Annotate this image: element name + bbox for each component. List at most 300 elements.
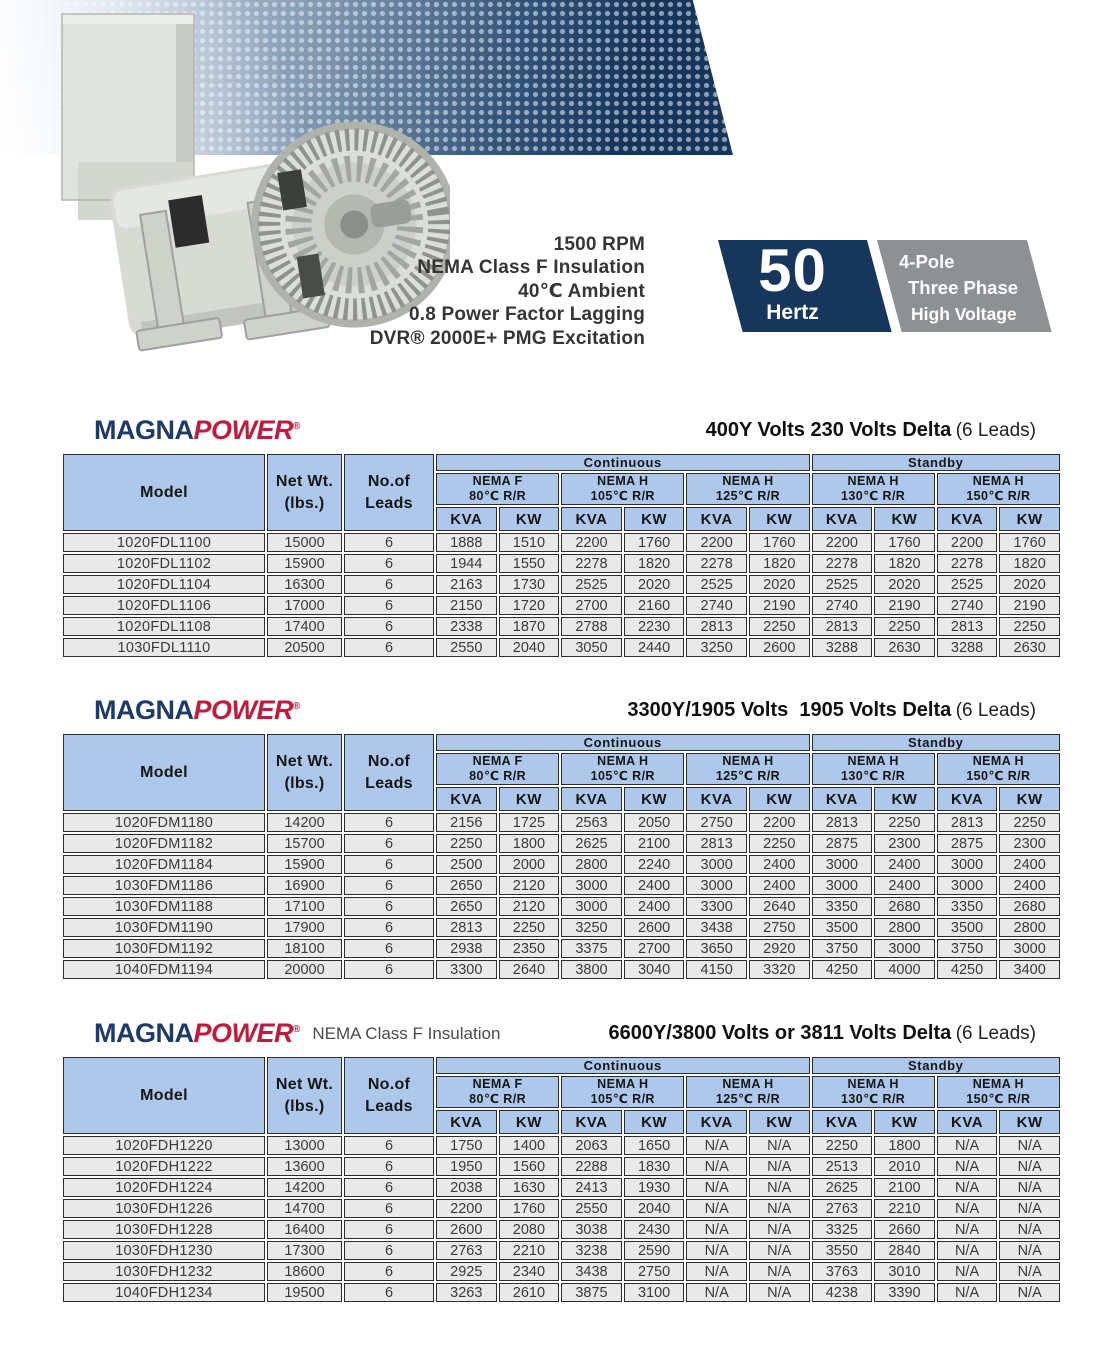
cell-rating: 4250: [937, 960, 998, 979]
tables-section: [0, 412, 1046, 1304]
pole-badge-line: Three Phase: [908, 277, 1019, 298]
cell-rating: N/A: [686, 1241, 747, 1260]
cell-net-weight: 13000: [267, 1136, 342, 1155]
spec-table-6600y: [61, 1055, 1062, 1304]
cell-rating: 3800: [561, 960, 622, 979]
cell-rating: 2080: [499, 1220, 560, 1239]
cell-rating: 2840: [874, 1241, 935, 1260]
cell-net-weight: 16400: [267, 1220, 342, 1239]
cell-rating: 2120: [499, 897, 560, 916]
cell-model: 1020FDL1108: [63, 617, 265, 636]
cell-rating: 3263: [436, 1283, 497, 1302]
cell-rating: 2400: [874, 876, 935, 895]
cell-net-weight: 17000: [267, 596, 342, 615]
cell-rating: 2190: [999, 596, 1060, 615]
spec-table-400y: [61, 452, 1062, 659]
table-row: [63, 939, 1060, 958]
cell-rating: 2278: [686, 554, 747, 573]
col-header-net-weight: Net Wt. (lbs.): [267, 734, 342, 811]
cell-net-weight: 16300: [267, 575, 342, 594]
col-header-model: Model: [63, 454, 265, 531]
cell-model: 1020FDM1180: [63, 813, 265, 832]
cell-rating: 1944: [436, 554, 497, 573]
cell-rating: 2920: [749, 939, 810, 958]
table-row: [63, 638, 1060, 657]
cell-net-weight: 16900: [267, 876, 342, 895]
col-header-kw: KW: [999, 1110, 1060, 1134]
cell-rating: 2338: [436, 617, 497, 636]
cell-leads: 6: [344, 1157, 434, 1176]
cell-model: 1030FDM1192: [63, 939, 265, 958]
cell-rating: N/A: [937, 1178, 998, 1197]
col-header-kva: KVA: [436, 787, 497, 811]
cell-rating: 3325: [812, 1220, 873, 1239]
cell-rating: 2300: [999, 834, 1060, 853]
logo-magna: MAGNA: [94, 1018, 194, 1048]
hertz-badge: [718, 237, 892, 332]
col-header-nema: NEMA H 105℃ R/R: [561, 753, 684, 785]
col-header-leads: No.of Leads: [344, 454, 434, 531]
cell-rating: 1750: [436, 1136, 497, 1155]
cell-rating: 2000: [499, 855, 560, 874]
cell-rating: 2200: [561, 533, 622, 552]
cell-rating: 2650: [436, 876, 497, 895]
spec-line: 0.8 Power Factor Lagging: [408, 304, 645, 326]
cell-net-weight: 17300: [267, 1241, 342, 1260]
cell-rating: 1888: [436, 533, 497, 552]
col-header-nema: NEMA H 105℃ R/R: [561, 1076, 684, 1108]
cell-leads: 6: [344, 533, 434, 552]
cell-rating: 1950: [436, 1157, 497, 1176]
cell-leads: 6: [344, 638, 434, 657]
cell-rating: 2400: [874, 855, 935, 874]
cell-rating: N/A: [999, 1283, 1060, 1302]
cell-rating: 2750: [686, 813, 747, 832]
cell-leads: 6: [344, 813, 434, 832]
cell-leads: 6: [344, 1262, 434, 1281]
registered-mark: ®: [293, 1024, 301, 1035]
logo-power: POWER: [193, 415, 294, 445]
hertz-value: 50: [758, 237, 827, 304]
brand-logo: [94, 1015, 300, 1048]
cell-rating: 2210: [499, 1241, 560, 1260]
cell-rating: 2250: [874, 813, 935, 832]
cell-model: 1030FDM1186: [63, 876, 265, 895]
cell-rating: 4000: [874, 960, 935, 979]
cell-rating: 2230: [624, 617, 685, 636]
cell-rating: N/A: [937, 1262, 998, 1281]
cell-rating: 2250: [499, 918, 560, 937]
table-row: [63, 1199, 1060, 1218]
cell-net-weight: 15700: [267, 834, 342, 853]
cell-rating: 3038: [561, 1220, 622, 1239]
table-block-3300y: [61, 692, 1046, 981]
table-block-400y: [61, 412, 1046, 659]
cell-net-weight: 14200: [267, 813, 342, 832]
block-header: [61, 412, 1036, 445]
table-row: [63, 617, 1060, 636]
cell-rating: 3288: [812, 638, 873, 657]
cell-rating: 2525: [937, 575, 998, 594]
cell-rating: 2200: [749, 813, 810, 832]
cell-rating: 3750: [937, 939, 998, 958]
cell-model: 1020FDL1106: [63, 596, 265, 615]
cell-rating: N/A: [686, 1262, 747, 1281]
cell-leads: 6: [344, 1241, 434, 1260]
cell-rating: 2640: [499, 960, 560, 979]
cell-rating: 2430: [624, 1220, 685, 1239]
cell-rating: 2740: [937, 596, 998, 615]
cell-model: 1030FDM1188: [63, 897, 265, 916]
cell-rating: N/A: [686, 1283, 747, 1302]
cell-rating: 3238: [561, 1241, 622, 1260]
cell-rating: 2740: [686, 596, 747, 615]
cell-rating: 2600: [749, 638, 810, 657]
cell-rating: 2063: [561, 1136, 622, 1155]
spec-line: NEMA Class F Insulation: [417, 257, 645, 279]
cell-rating: N/A: [686, 1157, 747, 1176]
cell-rating: 2240: [624, 855, 685, 874]
cell-model: 1030FDL1110: [63, 638, 265, 657]
cell-rating: 2600: [436, 1220, 497, 1239]
cell-model: 1020FDL1102: [63, 554, 265, 573]
cell-rating: 3050: [561, 638, 622, 657]
spec-line: 1500 RPM: [553, 234, 645, 255]
pole-badge-line: High Voltage: [911, 304, 1017, 324]
cell-rating: 1560: [499, 1157, 560, 1176]
cell-rating: 2210: [874, 1199, 935, 1218]
cell-rating: 1820: [749, 554, 810, 573]
cell-rating: 3000: [686, 855, 747, 874]
cell-rating: 2250: [749, 834, 810, 853]
cell-rating: 3100: [624, 1283, 685, 1302]
cell-rating: 2813: [436, 918, 497, 937]
cell-rating: N/A: [749, 1199, 810, 1218]
table-title: 400Y Volts 230 Volts Delta (6 Leads): [705, 419, 1036, 441]
cell-rating: 4250: [812, 960, 873, 979]
cell-rating: 2590: [624, 1241, 685, 1260]
cell-rating: 2200: [812, 533, 873, 552]
cell-net-weight: 13600: [267, 1157, 342, 1176]
cell-rating: 1760: [499, 1199, 560, 1218]
cell-rating: 2400: [749, 855, 810, 874]
cell-rating: N/A: [686, 1199, 747, 1218]
cell-rating: 3390: [874, 1283, 935, 1302]
col-header-leads: No.of Leads: [344, 1057, 434, 1134]
col-header-kw: KW: [624, 787, 685, 811]
cell-rating: 1820: [874, 554, 935, 573]
cell-rating: 1870: [499, 617, 560, 636]
cell-leads: 6: [344, 1178, 434, 1197]
cell-model: 1020FDL1100: [63, 533, 265, 552]
cell-rating: N/A: [749, 1241, 810, 1260]
cell-rating: 2100: [874, 1178, 935, 1197]
cell-model: 1040FDH1234: [63, 1283, 265, 1302]
cell-rating: 2763: [812, 1199, 873, 1218]
cell-rating: N/A: [999, 1241, 1060, 1260]
cell-rating: 2250: [749, 617, 810, 636]
cell-rating: 2190: [874, 596, 935, 615]
col-header-kva: KVA: [937, 787, 998, 811]
cell-rating: 3040: [624, 960, 685, 979]
col-header-kva: KVA: [937, 1110, 998, 1134]
spec-table-3300y: [61, 732, 1062, 981]
cell-model: 1020FDH1222: [63, 1157, 265, 1176]
col-header-kw: KW: [749, 787, 810, 811]
cell-rating: 1550: [499, 554, 560, 573]
cell-rating: N/A: [999, 1157, 1060, 1176]
col-header-kva: KVA: [812, 507, 873, 531]
cell-rating: 3010: [874, 1262, 935, 1281]
cell-rating: 2625: [812, 1178, 873, 1197]
table-row: [63, 1178, 1060, 1197]
cell-rating: 2400: [624, 876, 685, 895]
cell-rating: 3550: [812, 1241, 873, 1260]
table-block-6600y: [61, 1015, 1043, 1304]
cell-rating: 2200: [937, 533, 998, 552]
cell-rating: 3000: [686, 876, 747, 895]
cell-rating: 2525: [812, 575, 873, 594]
table-row: [63, 575, 1060, 594]
cell-rating: 3750: [812, 939, 873, 958]
cell-rating: 3288: [937, 638, 998, 657]
cell-rating: 1730: [499, 575, 560, 594]
cell-net-weight: 18600: [267, 1262, 342, 1281]
cell-rating: 2630: [874, 638, 935, 657]
cell-rating: 4238: [812, 1283, 873, 1302]
cell-rating: 2700: [561, 596, 622, 615]
registered-mark: ®: [293, 701, 301, 712]
cell-rating: 3320: [749, 960, 810, 979]
col-header-continuous: Continuous: [436, 454, 810, 471]
block-header: [61, 1015, 1036, 1048]
cell-rating: 3400: [999, 960, 1060, 979]
table-row: [63, 834, 1060, 853]
registered-mark: ®: [293, 421, 301, 432]
cell-rating: 1930: [624, 1178, 685, 1197]
insulation-note: NEMA Class F Insulation: [312, 1024, 501, 1043]
cell-rating: 3000: [561, 897, 622, 916]
cell-rating: 2040: [499, 638, 560, 657]
cell-rating: 2163: [436, 575, 497, 594]
cell-rating: 2800: [561, 855, 622, 874]
cell-rating: 2400: [749, 876, 810, 895]
cell-rating: 2100: [624, 834, 685, 853]
cell-rating: 2513: [812, 1157, 873, 1176]
table-title: 6600Y/3800 Volts or 3811 Volts Delta (6 Leads): [608, 1022, 1036, 1044]
table-row: [63, 596, 1060, 615]
cell-rating: N/A: [749, 1136, 810, 1155]
cell-leads: 6: [344, 554, 434, 573]
cell-leads: 6: [344, 575, 434, 594]
cell-model: 1020FDL1104: [63, 575, 265, 594]
cell-rating: 2250: [436, 834, 497, 853]
cell-rating: 2200: [436, 1199, 497, 1218]
cell-model: 1020FDM1184: [63, 855, 265, 874]
col-header-standby: Standby: [812, 1057, 1060, 1074]
cell-rating: 2040: [624, 1199, 685, 1218]
cell-rating: 1725: [499, 813, 560, 832]
table-row: [63, 897, 1060, 916]
col-header-standby: Standby: [812, 734, 1060, 751]
cell-rating: 2800: [874, 918, 935, 937]
cell-rating: N/A: [999, 1136, 1060, 1155]
cell-rating: 2813: [812, 617, 873, 636]
cell-rating: 2278: [812, 554, 873, 573]
cell-net-weight: 17100: [267, 897, 342, 916]
cell-rating: 3650: [686, 939, 747, 958]
cell-rating: 2813: [812, 813, 873, 832]
table-row: [63, 876, 1060, 895]
cell-rating: 3438: [561, 1262, 622, 1281]
col-header-kva: KVA: [561, 1110, 622, 1134]
col-header-nema: NEMA F 80℃ R/R: [436, 753, 559, 785]
cell-rating: 2010: [874, 1157, 935, 1176]
cell-net-weight: 15900: [267, 855, 342, 874]
cell-rating: 2788: [561, 617, 622, 636]
cell-rating: 1400: [499, 1136, 560, 1155]
table-row: [63, 554, 1060, 573]
cell-rating: 2020: [874, 575, 935, 594]
cell-rating: N/A: [937, 1283, 998, 1302]
cell-rating: 2288: [561, 1157, 622, 1176]
cell-rating: 2413: [561, 1178, 622, 1197]
cell-rating: 1630: [499, 1178, 560, 1197]
cell-rating: N/A: [749, 1262, 810, 1281]
col-header-kva: KVA: [561, 507, 622, 531]
brand-logo: [94, 412, 300, 445]
cell-model: 1030FDH1232: [63, 1262, 265, 1281]
cell-rating: 1650: [624, 1136, 685, 1155]
col-header-kw: KW: [499, 1110, 560, 1134]
cell-rating: 2020: [999, 575, 1060, 594]
cell-leads: 6: [344, 960, 434, 979]
brand-logo: [94, 692, 300, 725]
col-header-nema: NEMA H 130℃ R/R: [812, 753, 935, 785]
cell-rating: 2740: [812, 596, 873, 615]
pole-badge: [877, 240, 1052, 332]
cell-rating: 3000: [561, 876, 622, 895]
cell-rating: 3875: [561, 1283, 622, 1302]
cell-leads: 6: [344, 834, 434, 853]
cell-rating: 3300: [686, 897, 747, 916]
cell-rating: 2020: [749, 575, 810, 594]
cell-rating: 3300: [436, 960, 497, 979]
col-header-kw: KW: [624, 1110, 685, 1134]
cell-rating: 3375: [561, 939, 622, 958]
cell-rating: N/A: [686, 1136, 747, 1155]
cell-rating: N/A: [999, 1220, 1060, 1239]
cell-rating: N/A: [999, 1262, 1060, 1281]
table-row: [63, 1157, 1060, 1176]
cell-rating: 2700: [624, 939, 685, 958]
cell-rating: 2813: [937, 813, 998, 832]
cell-rating: 2925: [436, 1262, 497, 1281]
cell-rating: 3000: [874, 939, 935, 958]
cell-rating: 3000: [999, 939, 1060, 958]
cell-rating: 2200: [686, 533, 747, 552]
logo-power: POWER: [193, 1018, 294, 1048]
block-header: [61, 692, 1036, 725]
cell-net-weight: 18100: [267, 939, 342, 958]
col-header-nema: NEMA H 150℃ R/R: [937, 473, 1060, 505]
table-row: [63, 1136, 1060, 1155]
cell-rating: 2660: [874, 1220, 935, 1239]
cell-model: 1040FDM1194: [63, 960, 265, 979]
col-header-model: Model: [63, 734, 265, 811]
hertz-unit: Hertz: [766, 301, 819, 324]
cell-rating: N/A: [686, 1178, 747, 1197]
pole-badge-line: 4-Pole: [899, 251, 955, 272]
cell-rating: 3000: [937, 855, 998, 874]
cell-rating: 3763: [812, 1262, 873, 1281]
spec-list: [285, 233, 645, 350]
col-header-net-weight: Net Wt. (lbs.): [267, 1057, 342, 1134]
cell-model: 1030FDH1226: [63, 1199, 265, 1218]
cell-rating: 3250: [561, 918, 622, 937]
col-header-nema: NEMA H 130℃ R/R: [812, 1076, 935, 1108]
cell-leads: 6: [344, 918, 434, 937]
cell-rating: 2278: [561, 554, 622, 573]
cell-rating: 2750: [749, 918, 810, 937]
col-header-kva: KVA: [436, 507, 497, 531]
cell-rating: 2190: [749, 596, 810, 615]
cell-rating: 2938: [436, 939, 497, 958]
cell-rating: 1760: [999, 533, 1060, 552]
col-header-nema: NEMA H 125℃ R/R: [686, 753, 809, 785]
col-header-nema: NEMA F 80℃ R/R: [436, 473, 559, 505]
cell-rating: N/A: [749, 1178, 810, 1197]
col-header-net-weight: Net Wt. (lbs.): [267, 454, 342, 531]
cell-rating: 2050: [624, 813, 685, 832]
cell-rating: 3350: [812, 897, 873, 916]
cell-model: 1020FDH1224: [63, 1178, 265, 1197]
cell-rating: 2875: [812, 834, 873, 853]
cell-rating: 2400: [999, 855, 1060, 874]
cell-leads: 6: [344, 596, 434, 615]
cell-leads: 6: [344, 1136, 434, 1155]
cell-rating: 2813: [686, 617, 747, 636]
cell-rating: 2650: [436, 897, 497, 916]
cell-rating: 1830: [624, 1157, 685, 1176]
cell-model: 1030FDM1190: [63, 918, 265, 937]
col-header-kva: KVA: [686, 507, 747, 531]
col-header-kw: KW: [749, 1110, 810, 1134]
col-header-nema: NEMA H 150℃ R/R: [937, 753, 1060, 785]
col-header-kw: KW: [874, 507, 935, 531]
cell-leads: 6: [344, 939, 434, 958]
table-row: [63, 533, 1060, 552]
col-header-nema: NEMA H 130℃ R/R: [812, 473, 935, 505]
cell-rating: 2763: [436, 1241, 497, 1260]
cell-net-weight: 19500: [267, 1283, 342, 1302]
cell-rating: 2300: [874, 834, 935, 853]
col-header-kw: KW: [624, 507, 685, 531]
table-row: [63, 1241, 1060, 1260]
logo-magna: MAGNA: [94, 415, 194, 445]
cell-model: 1030FDH1230: [63, 1241, 265, 1260]
cell-rating: 1720: [499, 596, 560, 615]
cell-net-weight: 20500: [267, 638, 342, 657]
table-row: [63, 1262, 1060, 1281]
cell-rating: 2500: [436, 855, 497, 874]
col-header-kw: KW: [874, 787, 935, 811]
col-header-kva: KVA: [812, 1110, 873, 1134]
table-row: [63, 1283, 1060, 1302]
cell-rating: 2750: [624, 1262, 685, 1281]
cell-rating: 2156: [436, 813, 497, 832]
cell-rating: N/A: [937, 1220, 998, 1239]
